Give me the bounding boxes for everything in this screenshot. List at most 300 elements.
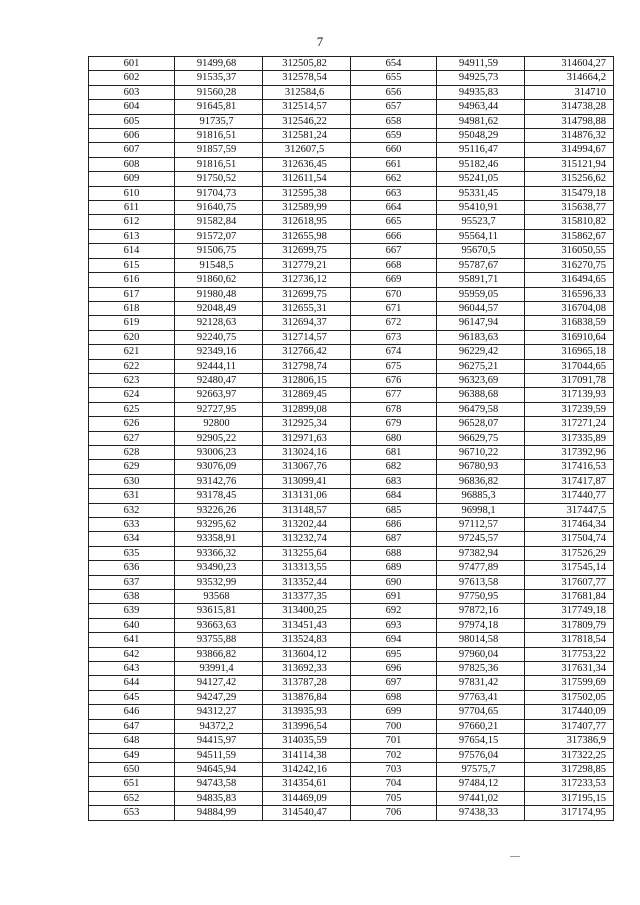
table-row [89, 388, 614, 402]
y-coordinate-left: 312798,74 [263, 359, 351, 373]
x-coordinate-right: 94911,59 [437, 57, 525, 71]
x-coordinate-left: 94835,83 [175, 791, 263, 805]
y-coordinate-left: 313131,06 [263, 489, 351, 503]
x-coordinate-right: 96323,69 [437, 373, 525, 387]
point-number-right: 677 [351, 388, 437, 402]
point-number-right: 682 [351, 460, 437, 474]
y-coordinate-right: 317749,18 [525, 604, 614, 618]
y-coordinate-left: 313255,64 [263, 546, 351, 560]
point-number-left: 650 [89, 762, 175, 776]
x-coordinate-left: 93490,23 [175, 561, 263, 575]
table-row [89, 258, 614, 272]
table-row [89, 532, 614, 546]
x-coordinate-left: 93295,62 [175, 518, 263, 532]
y-coordinate-left: 312584,6 [263, 85, 351, 99]
x-coordinate-left: 93532,99 [175, 575, 263, 589]
x-coordinate-right: 96388,68 [437, 388, 525, 402]
y-coordinate-right: 317174,95 [525, 806, 614, 820]
point-number-left: 651 [89, 777, 175, 791]
x-coordinate-right: 95331,45 [437, 186, 525, 200]
x-coordinate-left: 92800 [175, 417, 263, 431]
point-number-left: 627 [89, 431, 175, 445]
point-number-left: 644 [89, 676, 175, 690]
point-number-right: 700 [351, 719, 437, 733]
x-coordinate-left: 94511,59 [175, 748, 263, 762]
table-row [89, 604, 614, 618]
x-coordinate-right: 94963,44 [437, 100, 525, 114]
y-coordinate-left: 313996,54 [263, 719, 351, 733]
x-coordinate-right: 96998,1 [437, 503, 525, 517]
point-number-right: 690 [351, 575, 437, 589]
x-coordinate-left: 94312,27 [175, 705, 263, 719]
x-coordinate-right: 97750,95 [437, 590, 525, 604]
x-coordinate-left: 92128,63 [175, 316, 263, 330]
point-number-left: 648 [89, 734, 175, 748]
table-row [89, 518, 614, 532]
table-row [89, 71, 614, 85]
y-coordinate-right: 317298,85 [525, 762, 614, 776]
y-coordinate-right: 315256,62 [525, 172, 614, 186]
y-coordinate-right: 314710 [525, 85, 614, 99]
point-number-left: 616 [89, 273, 175, 287]
x-coordinate-right: 97660,21 [437, 719, 525, 733]
point-number-right: 699 [351, 705, 437, 719]
table-row [89, 114, 614, 128]
point-number-right: 671 [351, 301, 437, 315]
y-coordinate-right: 317416,53 [525, 460, 614, 474]
point-number-right: 689 [351, 561, 437, 575]
point-number-right: 674 [351, 345, 437, 359]
y-coordinate-right: 314664,2 [525, 71, 614, 85]
y-coordinate-left: 312514,57 [263, 100, 351, 114]
x-coordinate-left: 94743,58 [175, 777, 263, 791]
point-number-right: 657 [351, 100, 437, 114]
table-row [89, 215, 614, 229]
x-coordinate-right: 97245,57 [437, 532, 525, 546]
y-coordinate-left: 314242,16 [263, 762, 351, 776]
x-coordinate-left: 92048,49 [175, 301, 263, 315]
y-coordinate-right: 317526,29 [525, 546, 614, 560]
point-number-left: 628 [89, 445, 175, 459]
x-coordinate-right: 97484,12 [437, 777, 525, 791]
point-number-right: 681 [351, 445, 437, 459]
y-coordinate-right: 317233,53 [525, 777, 614, 791]
x-coordinate-left: 94247,29 [175, 690, 263, 704]
y-coordinate-right: 317545,14 [525, 561, 614, 575]
point-number-right: 680 [351, 431, 437, 445]
y-coordinate-right: 316838,59 [525, 316, 614, 330]
point-number-left: 645 [89, 690, 175, 704]
point-number-right: 695 [351, 647, 437, 661]
point-number-left: 640 [89, 618, 175, 632]
point-number-left: 613 [89, 229, 175, 243]
x-coordinate-left: 91499,68 [175, 57, 263, 71]
x-coordinate-right: 96479,58 [437, 402, 525, 416]
x-coordinate-left: 93076,09 [175, 460, 263, 474]
x-coordinate-right: 97704,65 [437, 705, 525, 719]
table-row [89, 287, 614, 301]
point-number-right: 694 [351, 633, 437, 647]
y-coordinate-left: 313202,44 [263, 518, 351, 532]
y-coordinate-right: 317139,93 [525, 388, 614, 402]
point-number-right: 654 [351, 57, 437, 71]
x-coordinate-left: 91506,75 [175, 244, 263, 258]
table-row [89, 201, 614, 215]
table-row [89, 345, 614, 359]
point-number-right: 667 [351, 244, 437, 258]
y-coordinate-left: 312595,38 [263, 186, 351, 200]
y-coordinate-left: 312694,37 [263, 316, 351, 330]
coordinates-table-body [89, 57, 614, 821]
y-coordinate-left: 312655,98 [263, 229, 351, 243]
table-row [89, 316, 614, 330]
y-coordinate-right: 317502,05 [525, 690, 614, 704]
table-row [89, 172, 614, 186]
table-row [89, 431, 614, 445]
x-coordinate-left: 91582,84 [175, 215, 263, 229]
x-coordinate-left: 94415,97 [175, 734, 263, 748]
y-coordinate-right: 317504,74 [525, 532, 614, 546]
point-number-right: 685 [351, 503, 437, 517]
point-number-right: 702 [351, 748, 437, 762]
y-coordinate-right: 317044,65 [525, 359, 614, 373]
y-coordinate-right: 317417,87 [525, 474, 614, 488]
x-coordinate-left: 91704,73 [175, 186, 263, 200]
y-coordinate-left: 312611,54 [263, 172, 351, 186]
point-number-right: 686 [351, 518, 437, 532]
x-coordinate-left: 94372,2 [175, 719, 263, 733]
point-number-right: 683 [351, 474, 437, 488]
y-coordinate-left: 312971,63 [263, 431, 351, 445]
y-coordinate-left: 313148,57 [263, 503, 351, 517]
table-row [89, 402, 614, 416]
x-coordinate-left: 91857,59 [175, 143, 263, 157]
x-coordinate-left: 94884,99 [175, 806, 263, 820]
y-coordinate-right: 317607,77 [525, 575, 614, 589]
point-number-left: 646 [89, 705, 175, 719]
y-coordinate-left: 314469,09 [263, 791, 351, 805]
point-number-left: 605 [89, 114, 175, 128]
y-coordinate-right: 317440,77 [525, 489, 614, 503]
x-coordinate-left: 92727,95 [175, 402, 263, 416]
point-number-left: 629 [89, 460, 175, 474]
x-coordinate-right: 96183,63 [437, 330, 525, 344]
table-row [89, 373, 614, 387]
y-coordinate-right: 317631,34 [525, 662, 614, 676]
point-number-right: 696 [351, 662, 437, 676]
table-row [89, 575, 614, 589]
y-coordinate-right: 314604,27 [525, 57, 614, 71]
table-row [89, 791, 614, 805]
point-number-left: 603 [89, 85, 175, 99]
x-coordinate-left: 93006,23 [175, 445, 263, 459]
x-coordinate-left: 93142,76 [175, 474, 263, 488]
point-number-right: 661 [351, 157, 437, 171]
y-coordinate-left: 313604,12 [263, 647, 351, 661]
point-number-left: 610 [89, 186, 175, 200]
y-coordinate-left: 313232,74 [263, 532, 351, 546]
x-coordinate-right: 97960,04 [437, 647, 525, 661]
y-coordinate-left: 313876,84 [263, 690, 351, 704]
table-row [89, 229, 614, 243]
table-row [89, 489, 614, 503]
point-number-left: 631 [89, 489, 175, 503]
x-coordinate-left: 92349,16 [175, 345, 263, 359]
point-number-right: 676 [351, 373, 437, 387]
y-coordinate-right: 317464,34 [525, 518, 614, 532]
y-coordinate-left: 313692,33 [263, 662, 351, 676]
x-coordinate-left: 91816,51 [175, 157, 263, 171]
y-coordinate-right: 316704,08 [525, 301, 614, 315]
y-coordinate-left: 312806,15 [263, 373, 351, 387]
x-coordinate-right: 97112,57 [437, 518, 525, 532]
x-coordinate-right: 95048,29 [437, 129, 525, 143]
y-coordinate-right: 317681,84 [525, 590, 614, 604]
x-coordinate-right: 96780,93 [437, 460, 525, 474]
table-row [89, 417, 614, 431]
y-coordinate-left: 312779,21 [263, 258, 351, 272]
x-coordinate-left: 94645,94 [175, 762, 263, 776]
y-coordinate-left: 312714,57 [263, 330, 351, 344]
y-coordinate-right: 316965,18 [525, 345, 614, 359]
table-row [89, 806, 614, 820]
coordinates-table [88, 56, 614, 821]
point-number-right: 668 [351, 258, 437, 272]
point-number-right: 693 [351, 618, 437, 632]
point-number-right: 675 [351, 359, 437, 373]
y-coordinate-left: 312899,08 [263, 402, 351, 416]
point-number-right: 665 [351, 215, 437, 229]
table-row [89, 330, 614, 344]
y-coordinate-left: 313451,43 [263, 618, 351, 632]
y-coordinate-right: 317392,96 [525, 445, 614, 459]
y-coordinate-right: 316494,65 [525, 273, 614, 287]
y-coordinate-right: 317447,5 [525, 503, 614, 517]
point-number-left: 637 [89, 575, 175, 589]
y-coordinate-left: 312925,34 [263, 417, 351, 431]
x-coordinate-right: 95182,46 [437, 157, 525, 171]
y-coordinate-right: 317271,24 [525, 417, 614, 431]
y-coordinate-left: 312699,75 [263, 244, 351, 258]
x-coordinate-left: 91645,81 [175, 100, 263, 114]
y-coordinate-left: 313524,83 [263, 633, 351, 647]
point-number-right: 705 [351, 791, 437, 805]
y-coordinate-right: 317407,77 [525, 719, 614, 733]
x-coordinate-right: 96710,22 [437, 445, 525, 459]
x-coordinate-right: 97825,36 [437, 662, 525, 676]
y-coordinate-right: 317818,54 [525, 633, 614, 647]
table-row [89, 748, 614, 762]
point-number-right: 679 [351, 417, 437, 431]
y-coordinate-right: 315810,82 [525, 215, 614, 229]
y-coordinate-left: 313787,28 [263, 676, 351, 690]
x-coordinate-right: 96836,82 [437, 474, 525, 488]
point-number-right: 687 [351, 532, 437, 546]
table-row [89, 662, 614, 676]
point-number-right: 697 [351, 676, 437, 690]
x-coordinate-right: 95891,71 [437, 273, 525, 287]
x-coordinate-left: 92905,22 [175, 431, 263, 445]
point-number-right: 669 [351, 273, 437, 287]
point-number-left: 612 [89, 215, 175, 229]
x-coordinate-right: 97654,15 [437, 734, 525, 748]
x-coordinate-right: 96528,07 [437, 417, 525, 431]
y-coordinate-left: 312636,45 [263, 157, 351, 171]
y-coordinate-right: 317753,22 [525, 647, 614, 661]
y-coordinate-right: 314876,32 [525, 129, 614, 143]
point-number-left: 619 [89, 316, 175, 330]
y-coordinate-right: 314994,67 [525, 143, 614, 157]
x-coordinate-left: 91816,51 [175, 129, 263, 143]
point-number-left: 632 [89, 503, 175, 517]
point-number-right: 656 [351, 85, 437, 99]
table-row [89, 157, 614, 171]
table-row [89, 546, 614, 560]
y-coordinate-right: 315638,77 [525, 201, 614, 215]
y-coordinate-left: 313099,41 [263, 474, 351, 488]
x-coordinate-right: 95564,11 [437, 229, 525, 243]
x-coordinate-right: 95523,7 [437, 215, 525, 229]
x-coordinate-right: 95241,05 [437, 172, 525, 186]
y-coordinate-left: 312869,45 [263, 388, 351, 402]
point-number-left: 602 [89, 71, 175, 85]
table-row [89, 186, 614, 200]
point-number-left: 624 [89, 388, 175, 402]
point-number-right: 703 [351, 762, 437, 776]
point-number-right: 684 [351, 489, 437, 503]
x-coordinate-left: 91735,7 [175, 114, 263, 128]
point-number-left: 625 [89, 402, 175, 416]
point-number-right: 678 [351, 402, 437, 416]
point-number-left: 639 [89, 604, 175, 618]
y-coordinate-left: 312736,12 [263, 273, 351, 287]
point-number-left: 653 [89, 806, 175, 820]
x-coordinate-right: 98014,58 [437, 633, 525, 647]
y-coordinate-right: 316596,33 [525, 287, 614, 301]
table-row [89, 57, 614, 71]
x-coordinate-left: 93755,88 [175, 633, 263, 647]
y-coordinate-right: 317809,79 [525, 618, 614, 632]
page-number: 7 [316, 34, 324, 49]
y-coordinate-left: 313352,44 [263, 575, 351, 589]
x-coordinate-left: 93226,26 [175, 503, 263, 517]
y-coordinate-left: 313313,55 [263, 561, 351, 575]
table-row [89, 503, 614, 517]
point-number-right: 701 [351, 734, 437, 748]
table-row [89, 301, 614, 315]
point-number-left: 604 [89, 100, 175, 114]
x-coordinate-left: 92240,75 [175, 330, 263, 344]
y-coordinate-left: 312766,42 [263, 345, 351, 359]
y-coordinate-left: 313935,93 [263, 705, 351, 719]
x-coordinate-right: 96885,3 [437, 489, 525, 503]
table-row [89, 690, 614, 704]
table-row [89, 561, 614, 575]
point-number-right: 662 [351, 172, 437, 186]
table-row [89, 676, 614, 690]
x-coordinate-left: 91548,5 [175, 258, 263, 272]
table-row [89, 244, 614, 258]
x-coordinate-left: 91640,75 [175, 201, 263, 215]
x-coordinate-right: 96147,94 [437, 316, 525, 330]
x-coordinate-right: 97763,41 [437, 690, 525, 704]
y-coordinate-right: 317091,78 [525, 373, 614, 387]
table-row [89, 705, 614, 719]
x-coordinate-left: 93358,91 [175, 532, 263, 546]
x-coordinate-right: 97613,58 [437, 575, 525, 589]
y-coordinate-right: 314798,88 [525, 114, 614, 128]
point-number-left: 641 [89, 633, 175, 647]
x-coordinate-left: 93615,81 [175, 604, 263, 618]
point-number-left: 636 [89, 561, 175, 575]
y-coordinate-left: 312655,31 [263, 301, 351, 315]
table-row [89, 100, 614, 114]
point-number-left: 649 [89, 748, 175, 762]
point-number-left: 622 [89, 359, 175, 373]
x-coordinate-right: 97576,04 [437, 748, 525, 762]
table-row [89, 129, 614, 143]
x-coordinate-right: 96629,75 [437, 431, 525, 445]
point-number-left: 638 [89, 590, 175, 604]
y-coordinate-right: 316270,75 [525, 258, 614, 272]
point-number-right: 666 [351, 229, 437, 243]
table-row [89, 460, 614, 474]
point-number-left: 626 [89, 417, 175, 431]
point-number-left: 617 [89, 287, 175, 301]
table-row [89, 777, 614, 791]
point-number-left: 652 [89, 791, 175, 805]
x-coordinate-left: 91535,37 [175, 71, 263, 85]
x-coordinate-right: 94981,62 [437, 114, 525, 128]
y-coordinate-left: 312505,82 [263, 57, 351, 71]
y-coordinate-right: 315121,94 [525, 157, 614, 171]
table-row [89, 719, 614, 733]
x-coordinate-left: 91980,48 [175, 287, 263, 301]
point-number-left: 614 [89, 244, 175, 258]
y-coordinate-left: 314354,61 [263, 777, 351, 791]
y-coordinate-right: 316050,55 [525, 244, 614, 258]
table-row [89, 734, 614, 748]
y-coordinate-left: 314114,38 [263, 748, 351, 762]
x-coordinate-right: 97441,02 [437, 791, 525, 805]
x-coordinate-right: 96229,42 [437, 345, 525, 359]
x-coordinate-right: 96044,57 [437, 301, 525, 315]
y-coordinate-right: 317335,89 [525, 431, 614, 445]
table-row [89, 359, 614, 373]
y-coordinate-left: 312578,54 [263, 71, 351, 85]
x-coordinate-right: 94925,73 [437, 71, 525, 85]
y-coordinate-left: 314035,59 [263, 734, 351, 748]
y-coordinate-right: 317195,15 [525, 791, 614, 805]
point-number-right: 660 [351, 143, 437, 157]
point-number-left: 630 [89, 474, 175, 488]
x-coordinate-right: 96275,21 [437, 359, 525, 373]
y-coordinate-right: 315862,67 [525, 229, 614, 243]
point-number-left: 647 [89, 719, 175, 733]
x-coordinate-left: 93866,82 [175, 647, 263, 661]
point-number-right: 706 [351, 806, 437, 820]
table-row [89, 445, 614, 459]
table-row [89, 618, 614, 632]
y-coordinate-right: 314738,28 [525, 100, 614, 114]
y-coordinate-left: 312581,24 [263, 129, 351, 143]
y-coordinate-left: 312546,22 [263, 114, 351, 128]
table-row [89, 633, 614, 647]
point-number-right: 688 [351, 546, 437, 560]
point-number-left: 606 [89, 129, 175, 143]
point-number-left: 607 [89, 143, 175, 157]
x-coordinate-left: 91572,07 [175, 229, 263, 243]
